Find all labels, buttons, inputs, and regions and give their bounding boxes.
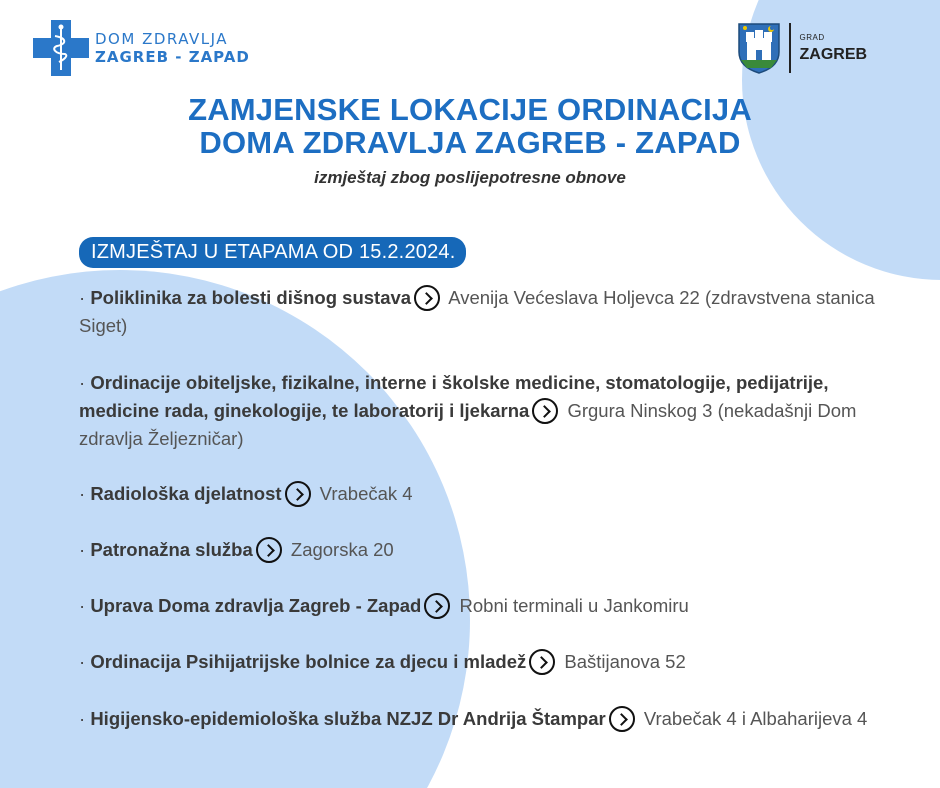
list-item: [79, 648, 894, 676]
item-address: Vrabečak 4: [319, 483, 413, 504]
title-line1: ZAMJENSKE LOKACIJE ORDINACIJA: [188, 92, 752, 127]
item-name: Patronažna služba: [90, 539, 253, 560]
logo-grad-label: GRAD: [799, 32, 825, 42]
page-title: [0, 93, 940, 159]
item-bullet: ·: [79, 372, 86, 393]
stage-badge: IZMJEŠTAJ U ETAPAMA OD 15.2.2024.: [79, 237, 466, 268]
item-name: Higijensko-epidemiološka služba NZJZ Dr Andrija Štampar: [90, 708, 606, 729]
list-item: [79, 284, 894, 340]
item-address: Baštijanova 52: [564, 651, 686, 672]
list-item: [79, 536, 894, 564]
chevron-right-circle-icon: [414, 285, 440, 311]
item-address: Grgura Ninskog 3 (nekadašnji Dom zdravlja Željezničar): [79, 400, 857, 449]
logo-zagreb-label: ZAGREB: [799, 45, 868, 63]
item-name: Poliklinika za bolesti dišnog sustava: [90, 287, 412, 308]
chevron-right-circle-icon: [256, 537, 282, 563]
chevron-right-circle-icon: [609, 706, 635, 732]
list-item: [79, 369, 894, 453]
item-bullet: ·: [79, 651, 86, 672]
grad-zagreb-logo: [737, 22, 867, 74]
item-bullet: ·: [79, 539, 86, 560]
item-name: Radiološka djelatnost: [90, 483, 282, 504]
item-address: Zagorska 20: [290, 539, 394, 560]
list-item: [79, 480, 894, 508]
logo-text-line1: DOM ZDRAVLJA: [95, 30, 229, 48]
zagreb-coat-of-arms-icon: [737, 22, 781, 74]
chevron-right-circle-icon: [285, 481, 311, 507]
list-item: [79, 705, 894, 733]
item-address: Robni terminali u Jankomiru: [459, 595, 689, 616]
logo-divider: [789, 23, 791, 73]
item-bullet: ·: [79, 287, 86, 308]
item-name: Ordinacije obiteljske, fizikalne, interne i školske medicine, stomatologije, pedijatrije, medicine rada, ginekologije, te laboratorij i ljekarna: [79, 372, 829, 421]
item-bullet: ·: [79, 708, 86, 729]
item-name: Uprava Doma zdravlja Zagreb - Zapad: [90, 595, 422, 616]
item-address: Vrabečak 4 i Albaharijeva 4: [643, 708, 868, 729]
chevron-right-circle-icon: [532, 398, 558, 424]
list-item: [79, 592, 894, 620]
caduceus-cross-icon: [33, 20, 89, 76]
chevron-right-circle-icon: [424, 593, 450, 619]
page-subtitle: izmještaj zbog poslijepotresne obnove: [314, 168, 626, 187]
item-name: Ordinacija Psihijatrijske bolnice za djecu i mladež: [90, 651, 527, 672]
logo-text-line2: ZAGREB - ZAPAD: [95, 48, 250, 66]
item-bullet: ·: [79, 595, 86, 616]
item-address: Avenija Većeslava Holjevca 22 (zdravstvena stanica Siget): [79, 287, 875, 336]
title-line2: DOMA ZDRAVLJA ZAGREB - ZAPAD: [199, 125, 741, 160]
chevron-right-circle-icon: [529, 649, 555, 675]
dom-zdravlja-logo: [33, 20, 250, 76]
item-bullet: ·: [79, 483, 86, 504]
